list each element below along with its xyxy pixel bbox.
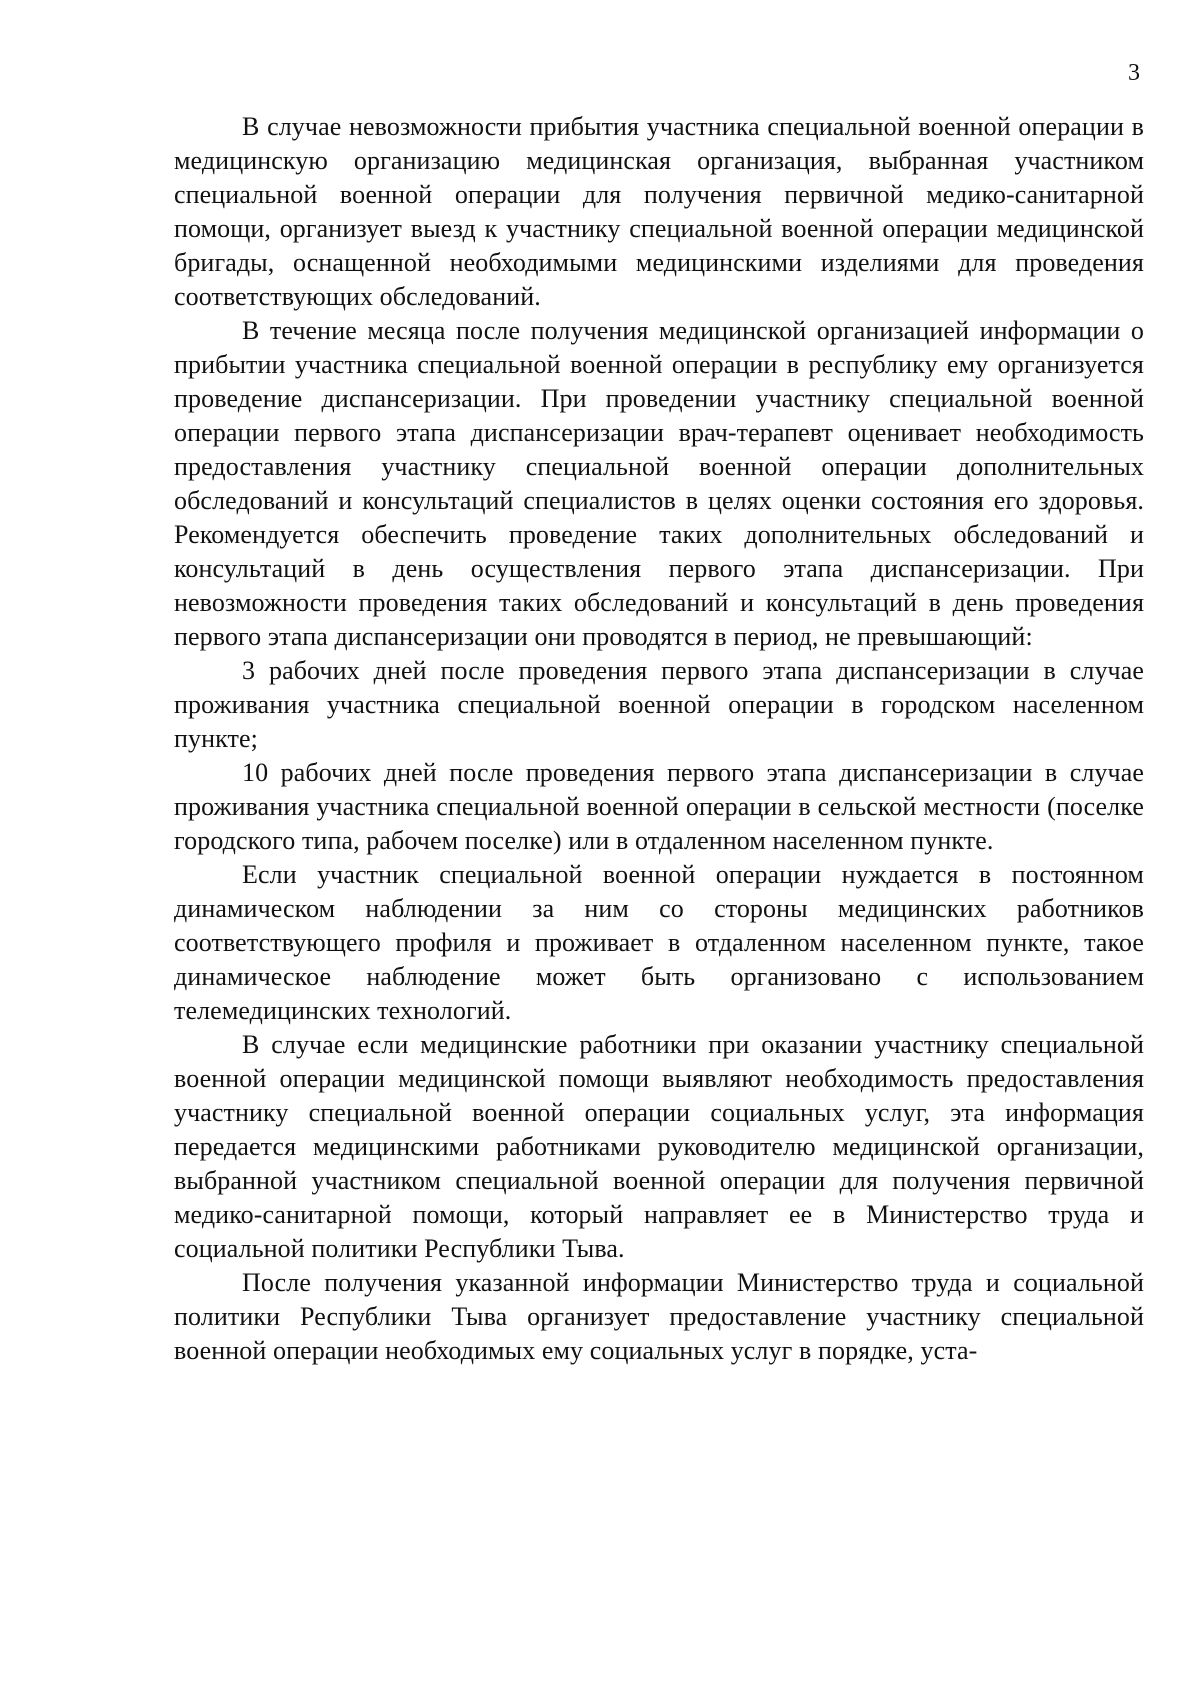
paragraph: В случае невозможности прибытия участника специальной военной операции в медицинскую организацию медицинская организация, выбранная участником специальной военной операции для получения первичной медико-санитарной помощи, организует выезд к участнику специальной военной операции медицинской бригады, оснащенной необходимыми медицинскими изделиями для проведения соответствующих обследований. [174, 112, 1144, 311]
paragraph: 3 рабочих дней после проведения первого этапа диспансеризации в случае проживания участника специальной военной операции в городском населенном пункте; [174, 656, 1144, 753]
page-number: 3 [1128, 60, 1140, 86]
paragraph: Если участник специальной военной операции нуждается в постоянном динамическом наблюдении за ним со стороны медицинских работников соответствующего профиля и проживает в отдаленном населенном пункте, такое динамическое наблюдение может быть организовано с использованием телемедицинских технологий. [174, 860, 1144, 1025]
paragraph: В течение месяца после получения медицинской организацией информации о прибытии участника специальной военной операции в республику ему организуется проведение диспансеризации. При проведении участнику специальной военной операции первого этапа диспансеризации врач-терапевт оценивает необходимость предоставления участнику специальной военной операции дополнительных обследований и консультаций специалистов в целях оценки состояния его здоровья. Рекомендуется обеспечить проведение таких дополнительных обследований и консультаций в день осуществления первого этапа диспансеризации. При невозможности проведения таких обследований и консультаций в день проведения первого этапа диспансеризации они проводятся в период, не превышающий: [174, 316, 1144, 651]
paragraph: В случае если медицинские работники при оказании участнику специальной военной операции медицинской помощи выявляют необходимость предоставления участнику специальной военной операции социальных услуг, эта информация передается медицинскими работниками руководителю медицинской организации, выбранной участником специальной военной операции для получения первичной медико-санитарной помощи, который направляет ее в Министерство труда и социальной политики Республики Тыва. [174, 1030, 1144, 1263]
paragraph: 10 рабочих дней после проведения первого этапа диспансеризации в случае проживания участника специальной военной операции в сельской местности (поселке городского типа, рабочем поселке) или в отдаленном населенном пункте. [174, 758, 1144, 855]
paragraph: После получения указанной информации Министерство труда и социальной политики Республики Тыва организует предоставление участнику специальной военной операции необходимых ему социальных услуг в порядке, уста- [174, 1268, 1144, 1365]
document-body [174, 110, 1144, 1368]
